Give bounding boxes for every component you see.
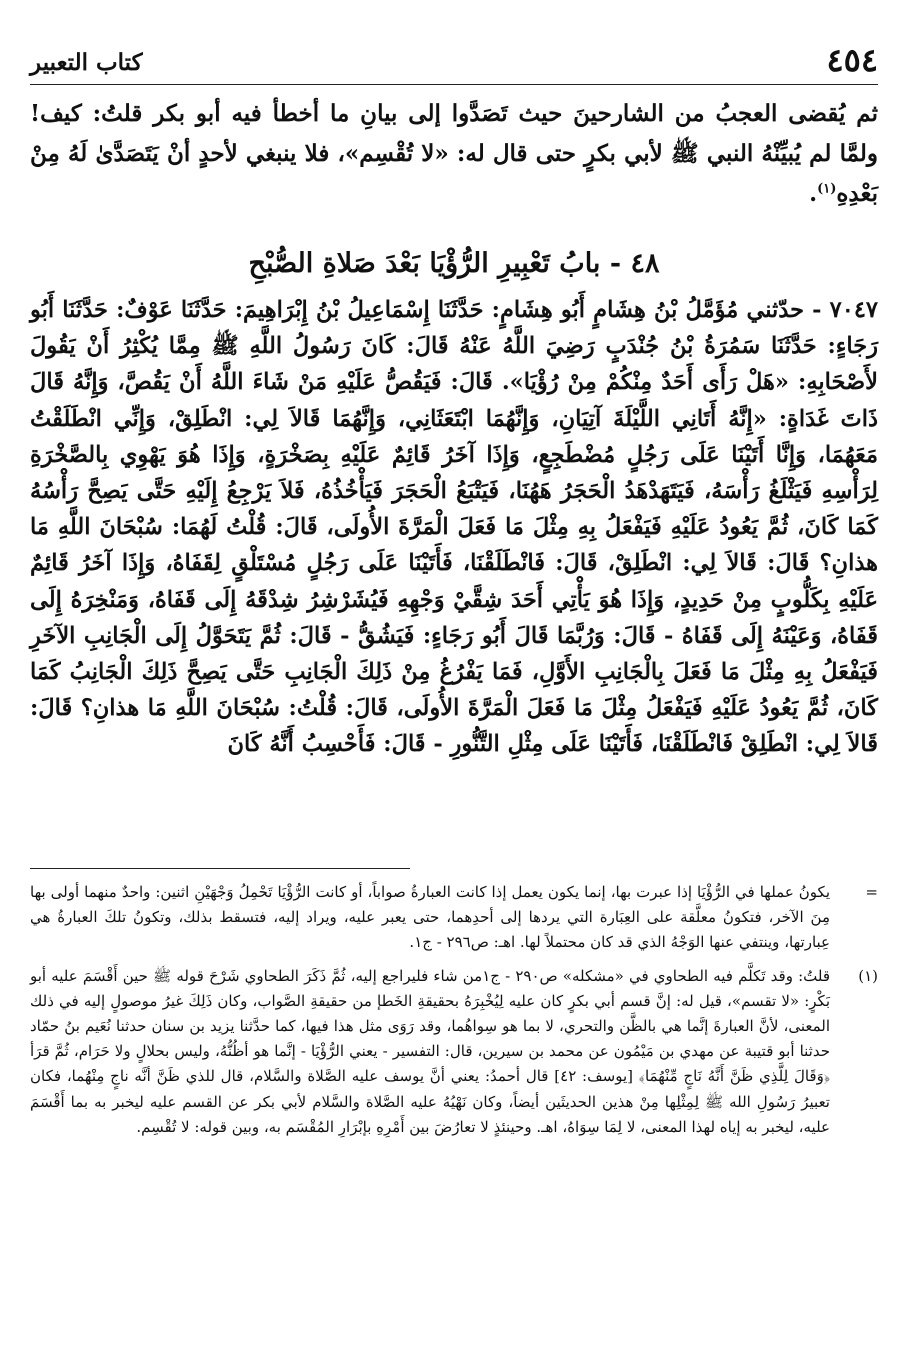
footnote-text: قلتُ: وقد تَكلَّم فيه الطحاوي في «مشكله» ص٢٩٠ - ج١من شاء فليراجع إليه، ثُمَّ ذَكَرَ الطحاوي شَرْحَ قوله ﷺ حين أَقْسَمَ عليه أبو بَكْرٍ: «لا تقسم»، قيل له: إنَّ قسم أبي بكرٍ كان عليه لِيُخْبِرَهُ بحقيقةِ الخَطإ من حقيقةِ الصَّواب، وكان ذَلِكَ غيرُ موصولٍ إليه في ذلك المعنى، لأنَّ العبارةَ إنَّما هي بالظَّن والتحري، لا بما هو سِواهُما، وقد رَوَى مثل هذا فيها، كما حدَّثنا يزيد بن سنان حدثنا نُعَيم بنُ حمّاد حدثنا أبو قتيبة عن مهدي بن مَيْمُون عن محمد بن سيرين، قال: التفسير - يعني الرُّؤْيَا - إنَّما هو أظُنُّهُ، وليس بحلالٍ ولا حَرَام، ثُمَّ قرَأ ﴿وَقَالَ لِلَّذِي ظَنَّ أَنَّهُ نَاجٍ مِّنْهُمَا﴾ [يوسف: ٤٢] قال أحمدُ: يعني أنَّ يوسف عليه الصَّلاة والسَّلام، قال للذي ظَنَّ أنَّه ناجٍ مِنْهُما، فكان تعبيرُ رَسُولِ الله ﷺ لِمِثْلِها مِنْ هذين الحديثَين أيضاً، وكان نَهْيُهُ عليه الصَّلاة والسَّلام لأبي بكر عن القسم عليه ليخبر به بما أَقْسَمَ عليه، ليخبر به إياه لهذا المعنى، لا لِمَا سِوَاهُ، اهـ. وحينئذٍ لا تعارُضَ بين أَمْرِهِ بإبْرَارِ المُقْسَم به، وبين قوله: لا تُقْسِم. [30, 966, 831, 1136]
page-header [30, 40, 878, 85]
intro-end: . [809, 180, 818, 207]
footnote-1 [30, 964, 878, 1140]
footnotes [30, 880, 878, 1148]
footnote-reference: (١) [817, 181, 837, 197]
hadith-text: ٧٠٤٧ - حدّثني مُؤَمَّلُ بْنُ هِشَامٍ أَبُو هِشَامٍ: حَدَّثَنَا إِسْمَاعِيلُ بْنُ إِبْرَاهِيمَ: حَدَّثَنَا عَوْفٌ: حَدَّثَنَا أَبُو رَجَاءٍ: حَدَّثَنَا سَمُرَةُ بْنُ جُنْدَبٍ رَضِيَ اللَّهُ عَنْهُ قَالَ: كَانَ رَسُولُ اللَّهِ ﷺ مِمَّا يُكْثِرُ أَنْ يَقُولَ لأَصْحَابِهِ: «هَلْ رَأَى أَحَدٌ مِنْكُمْ مِنْ رُؤْيَا». قَالَ: فَيَقُصُّ عَلَيْهِ مَنْ شَاءَ اللَّهُ أَنْ يَقُصَّ، وَإِنَّهُ قَالَ ذَاتَ غَدَاةٍ: «إِنَّهُ أَتَانِي اللَّيْلَةَ آتِيَانِ، وَإِنَّهُمَا ابْتَعَثَانِي، وَإِنَّهُمَا قَالاَ لِي: انْطَلِقْ، وَإِنِّي انْطَلَقْتُ مَعَهُمَا، وَإِنَّا أَتَيْنَا عَلَى رَجُلٍ مُضْطَجِعٍ، وَإِذَا آخَرُ قَائِمٌ عَلَيْهِ بِصَخْرَةٍ، وَإِذَا هُوَ يَهْوِي بِالصَّخْرَةِ لِرَأْسِهِ فَيَثْلَغُ رَأْسَهُ، فَيَتَهَدْهَدُ الْحَجَرُ هَهُنَا، فَيَتْبَعُ الْحَجَرَ فَيَأْخُذُهُ، فَلاَ يَرْجِعُ إِلَيْهِ حَتَّى يَصِحَّ رَأْسُهُ كَمَا كَانَ، ثُمَّ يَعُودُ عَلَيْهِ فَيَفْعَلُ بِهِ مِثْلَ مَا فَعَلَ الْمَرَّةَ الأُولَى، قَالَ: قُلْتُ لَهُمَا: سُبْحَانَ اللَّهِ مَا هذانِ؟ قَالَ: قَالاَ لِي: انْطَلِقْ، قَالَ: فَانْطَلَقْنَا، فَأَتَيْنَا عَلَى رَجُلٍ مُسْتَلْقٍ لِقَفَاهُ، وَإِذَا آخَرُ قَائِمٌ عَلَيْهِ بِكَلُّوبٍ مِنْ حَدِيدٍ، وَإِذَا هُوَ يَأْتِي أَحَدَ شِقَّيْ وَجْهِهِ فَيُشَرْشِرُ شِدْقَهُ إِلَى قَفَاهُ، وَمَنْخِرَهُ إِلَى قَفَاهُ، وَعَيْنَهُ إِلَى قَفَاهُ - قَالَ: وَرُبَّمَا قَالَ أَبُو رَجَاءٍ: فَيَشُقُّ - قَالَ: ثُمَّ يَتَحَوَّلُ إِلَى الْجَانِبِ الآخَرِ فَيَفْعَلُ بِهِ مِثْلَ مَا فَعَلَ بِالْجَانِبِ الأَوَّلِ، فَمَا يَفْرُغُ مِنْ ذَلِكَ الْجَانِبِ حَتَّى يَصِحَّ ذَلِكَ الْجَانِبُ كَمَا كَانَ، ثُمَّ يَعُودُ عَلَيْهِ فَيَفْعَلُ مِثْلَ مَا فَعَلَ الْمَرَّةَ الأُولَى، قَالَ: قُلْتُ: سُبْحَانَ اللَّهِ مَا هذانِ؟ قَالَ: قَالاَ لِي: انْطَلِقْ فَانْطَلَقْنَا، فَأَتَيْنَا عَلَى مِثْلِ التَّنُّورِ - قَالَ: فَأَحْسِبُ أَنَّهُ كَانَ [30, 297, 878, 758]
intro-text-block [30, 94, 878, 214]
footnote-text: يكونُ عملها في الرُّؤْيَا إذا عبرت بها، إنما يكون يعمل إذا كانت العبارةُ صواباً، أو كانت الرُّؤْيَا تَحْمِلُ وَجْهَيْنِ اثنين: واحدٌ منهما أولى بها مِنَ الآخر، فتكونُ معلَّقة على العِبَارة التي يردها إلى أحدِهما، حتى يعبر عليه، ويراد إليه، فتسقط بذلك، وتكونُ تلكَ العبارةُ هي عِبارتها، وينتفي عنها الوَجْهُ الذي قد كان محتملاً لها. اهـ: ص٢٩٦ - ج١. [30, 883, 830, 952]
page-number: ٤٥٤ [826, 41, 878, 79]
chapter-heading: ٤٨ - بابُ تَعْبِيرِ الرُّؤْيَا بَعْدَ صَلاةِ الصُّبْحِ [248, 248, 660, 279]
footnote-continuation [30, 880, 878, 956]
intro-text: ثم يُقضى العجبُ من الشارحينَ حيث تَصَدَّوا إلى بيانِ ما أخطأ فيه أبو بكر قلتُ: كيف! ولمَّا لم يُبيِّنْهُ النبي ﷺ لأبي بكرٍ حتى قال له: «لا تُقْسِم»، فلا ينبغي لأحدٍ أنْ يَتَصَدَّىٰ لَهُ مِنْ بَعْدِهِ [30, 100, 878, 207]
running-title: كتاب التعبير [30, 49, 143, 76]
intro-paragraph [30, 94, 878, 214]
footnote-divider [30, 868, 410, 869]
footnote-marker: (١) [858, 966, 878, 985]
hadith-body [30, 292, 878, 763]
footnote-marker: = [865, 883, 878, 901]
